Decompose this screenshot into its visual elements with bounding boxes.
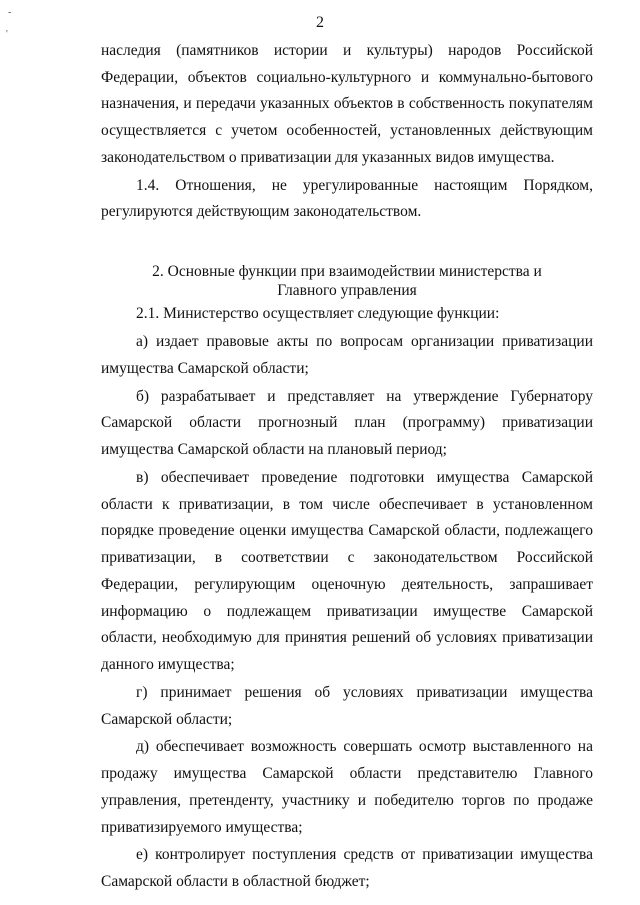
section-heading-line-2: Главного управления — [277, 282, 417, 300]
list-item-b: б) разрабатывает и представляет на утверждение Губернатору Самарской области прогнозный план (программу) приватизации имущества Самарской области на плановый период; — [101, 387, 593, 459]
list-item-d: д) обеспечивает возможность совершать осмотр выставленного на продажу имущества Самарской области представителю Главного управления, претенденту, участнику и победителю торгов по продаже приватизируемого имущества; — [101, 738, 593, 836]
section-heading — [101, 262, 593, 300]
document-body — [101, 38, 593, 896]
list-item-v: в) обеспечивает проведение подготовки имущества Самарской области к приватизации, в том числе обеспечивает в установленном порядке проведение оценки имущества Самарской области, подлежащего приватизации, в соответствии с законодательством Российской Федерации, регулирующим оценочную деятельность, запрашивает информацию о подлежащем приватизации имуществе Самарской области, необходимую для принятия решений об условиях приватизации данного имущества; — [101, 469, 593, 673]
list-item-g: г) принимает решения об условиях приватизации имущества Самарской области; — [101, 683, 593, 728]
section-heading-line-1: 2. Основные функции при взаимодействии министерства и — [152, 263, 542, 281]
paragraph-continuation: наследия (памятников истории и культуры) народов Российской Федерации, объектов социально-культурного и коммунально-бытового назначения, и передачи указанных объектов в собственность покупателям осуществляется с учетом особенностей, установленных действующим законодательством о приватизации для указанных видов имущества. — [101, 42, 593, 166]
paragraph-1-4: 1.4. Отношения, не урегулированные настоящим Порядком, регулируются действующим законодательством. — [101, 176, 593, 221]
margin-mark: - — [8, 7, 12, 18]
list-item-e: е) контролирует поступления средств от приватизации имущества Самарской области в областной бюджет; — [101, 846, 593, 891]
section-intro: 2.1. Министерство осуществляет следующие функции: — [136, 305, 500, 323]
margin-mark: ' — [6, 29, 8, 40]
list-item-a: а) издает правовые акты по вопросам организации приватизации имущества Самарской области; — [101, 333, 593, 377]
page-number: 2 — [316, 14, 324, 31]
